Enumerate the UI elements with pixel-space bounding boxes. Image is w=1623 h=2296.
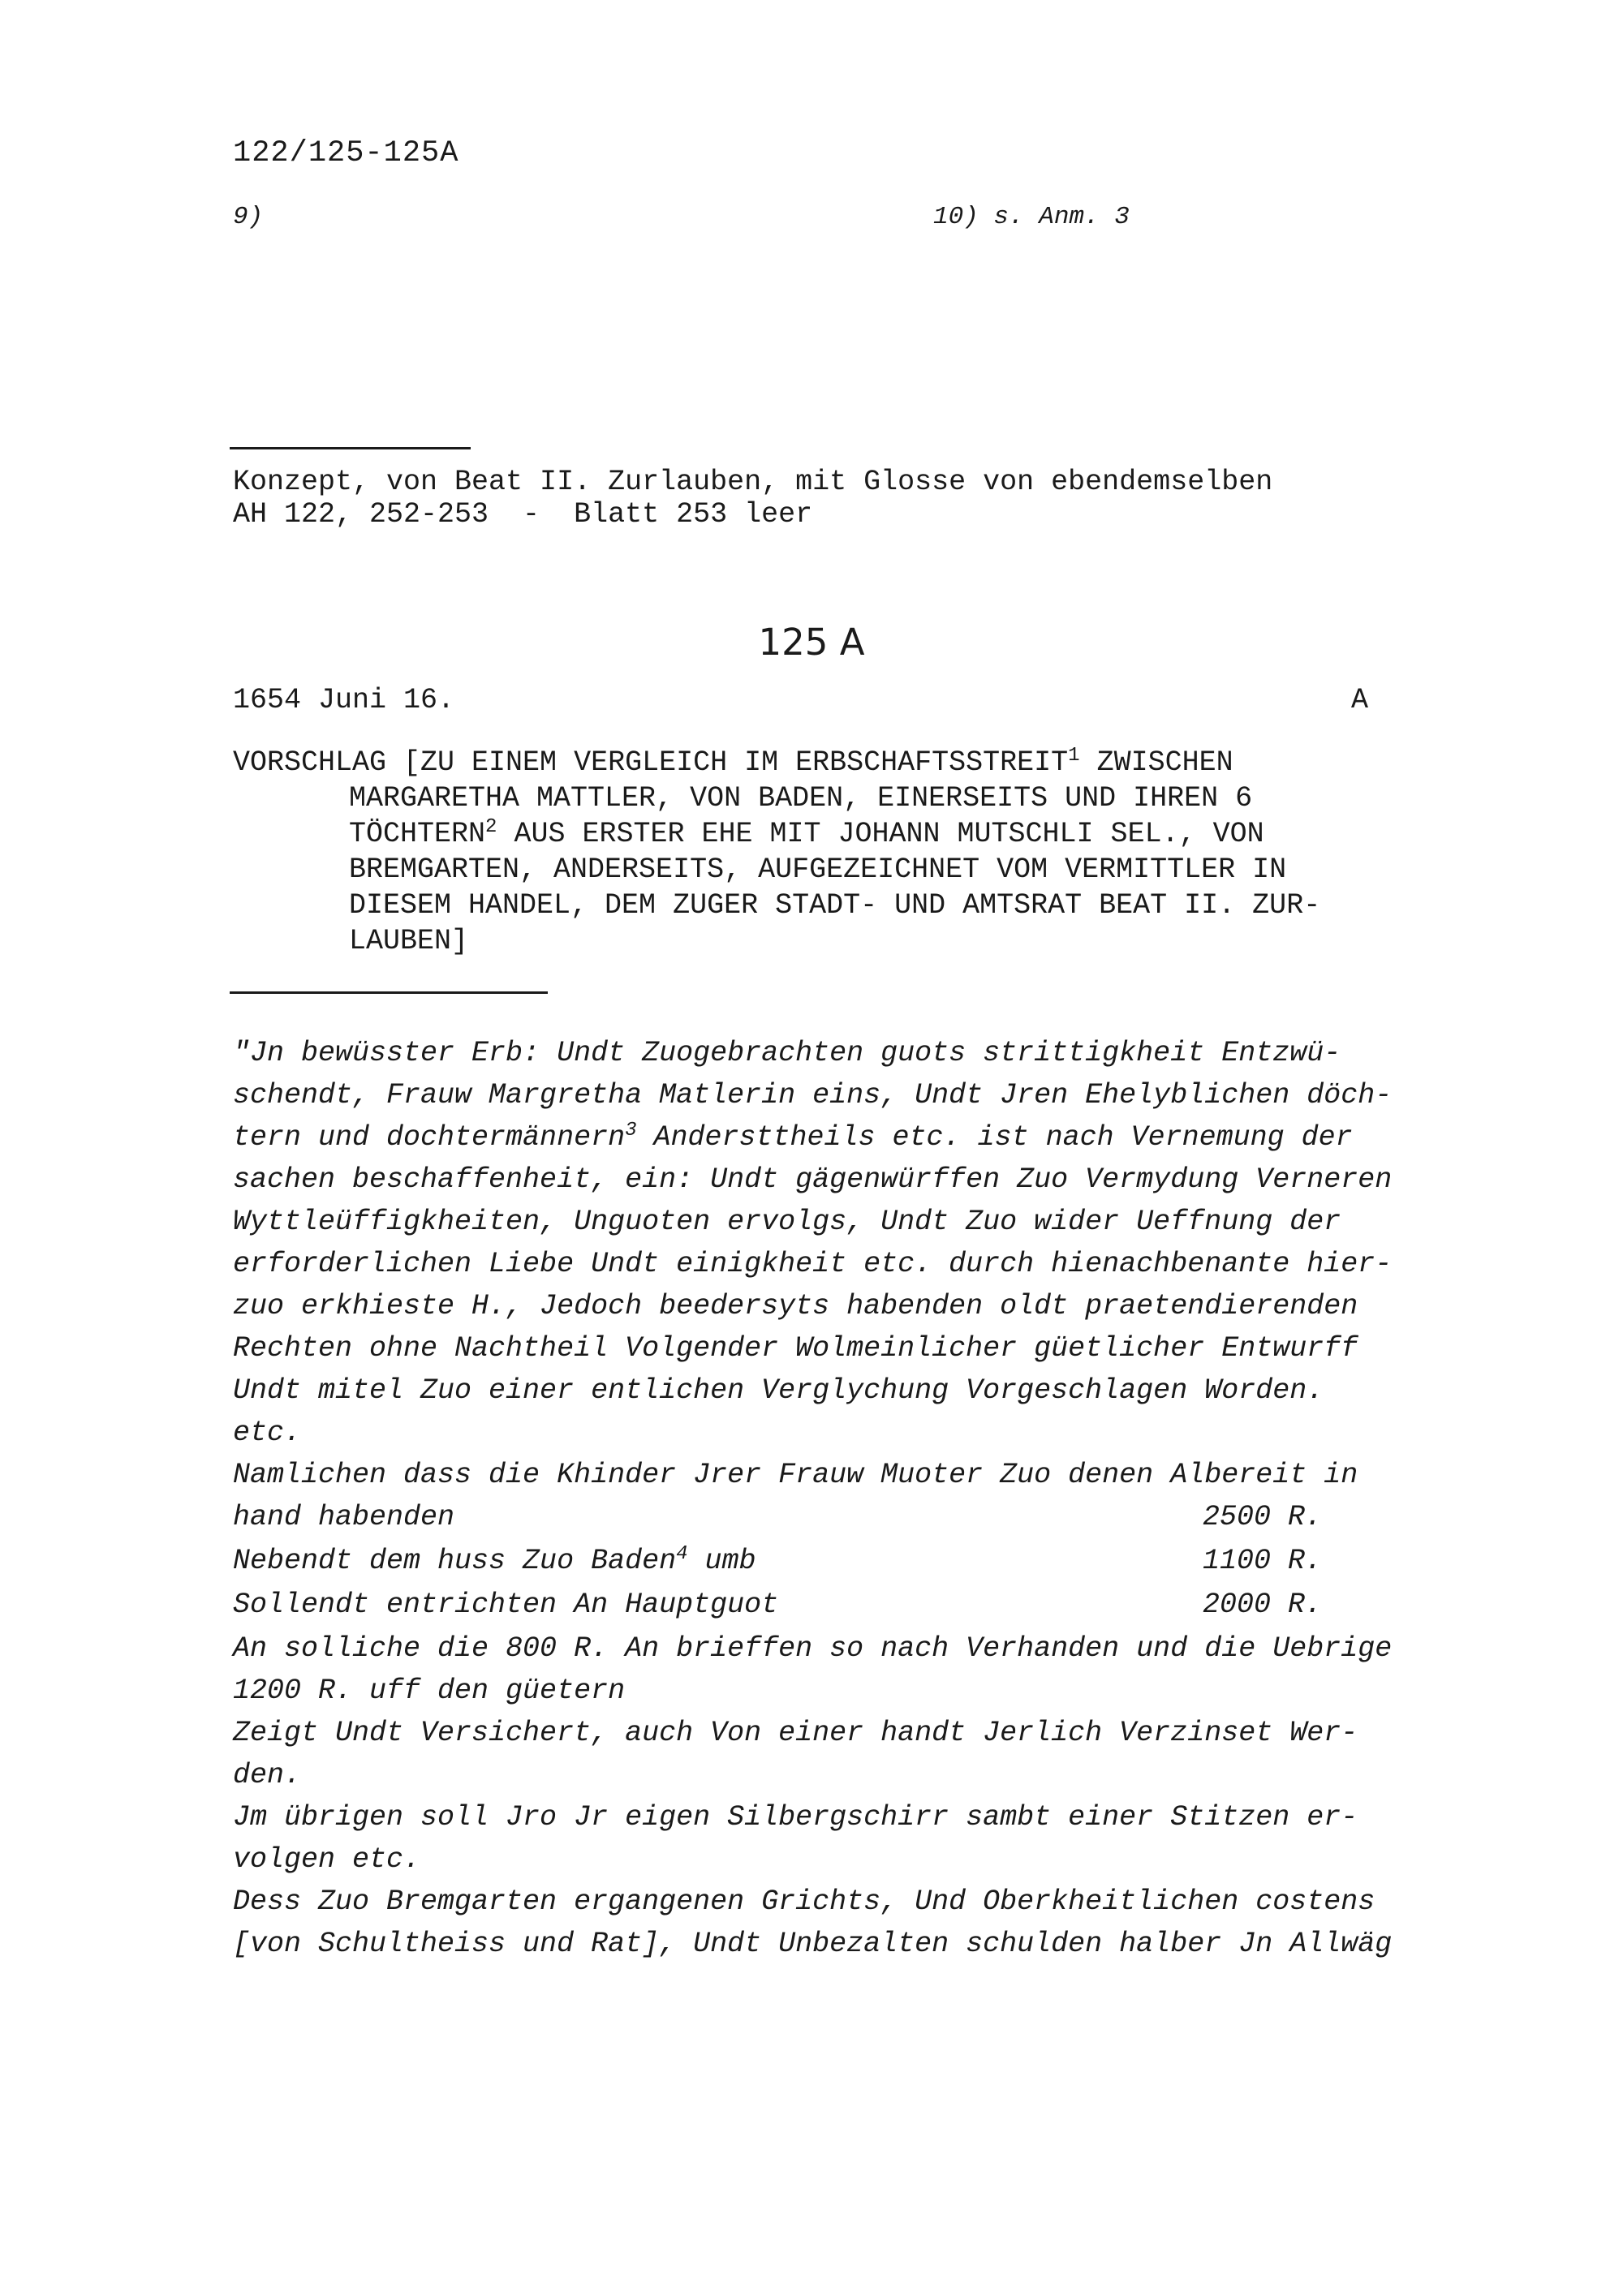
amount-row bbox=[233, 1584, 1499, 1627]
body-line: sachen beschaffenheit, ein: Undt gägenwürffen Zuo Vermydung Verneren bbox=[233, 1163, 1393, 1196]
amount-value: 2500 R. bbox=[1203, 1501, 1323, 1533]
source-note bbox=[233, 466, 1272, 531]
heading-line: BREMGARTEN, ANDERSEITS, AUFGEZEICHNET VOM VERMITTLER IN bbox=[349, 853, 1287, 886]
body-line: 1200 R. uff den güetern bbox=[233, 1675, 626, 1707]
source-line: Konzept, von Beat II. Zurlauben, mit Glosse von ebendemselben bbox=[233, 466, 1273, 498]
amount-row bbox=[233, 1496, 1499, 1540]
body-line: erforderlichen Liebe Undt einigkheit etc. durch hienachbenante hier- bbox=[233, 1248, 1393, 1280]
body-line: Namlichen dass die Khinder Jrer Frauw Muoter Zuo denen Albereit in bbox=[233, 1459, 1358, 1491]
heading-line: DIESEM HANDEL, DEM ZUGER STADT- UND AMTSRAT BEAT II. ZUR- bbox=[349, 889, 1321, 922]
amount-label: Nebendt dem huss Zuo Baden$^4$ umb bbox=[233, 1543, 756, 1577]
amount-label: Sollendt entrichten An Hauptguot bbox=[233, 1589, 779, 1621]
body-line: "Jn bewüsster Erb: Undt Zuogebrachten guots strittigkheit Entzwü- bbox=[233, 1037, 1341, 1069]
body-line: Rechten ohne Nachtheil Volgender Wolmeinlicher güetlicher Entwurff bbox=[233, 1332, 1358, 1365]
footnote-marker: 4 bbox=[676, 1543, 688, 1565]
amount-label: hand habenden bbox=[233, 1501, 455, 1533]
footnote-10: 10) s. Anm. 3 bbox=[933, 203, 1130, 231]
body-line: etc. bbox=[233, 1417, 302, 1449]
heading-line: TÖCHTERN$^2$ AUS ERSTER EHE MIT JOHANN MUTSCHLI SEL., VON bbox=[349, 816, 1264, 850]
footnote-marker: 2 bbox=[485, 816, 497, 838]
document-sigla: A bbox=[1351, 684, 1369, 716]
body-line: Dess Zuo Bremgarten ergangenen Grichts, Und Oberkheitlichen costens bbox=[233, 1885, 1375, 1918]
heading-line: VORSCHLAG [ZU EINEM VERGLEICH IM ERBSCHAFTSSTREIT$^1$ ZWISCHEN bbox=[233, 745, 1233, 779]
page-reference: 122/125-125A bbox=[233, 136, 459, 170]
transcription-body bbox=[233, 1032, 1499, 1965]
footnote-marker: 1 bbox=[1068, 745, 1080, 767]
body-line: tern und dochtermännern$^3$ Andersttheils etc. ist nach Vernemung der bbox=[233, 1120, 1353, 1154]
body-line: Jm übrigen soll Jro Jr eigen Silbergschirr sambt einer Stitzen er- bbox=[233, 1801, 1358, 1834]
body-line: Wyttleüffigkheiten, Unguoten ervolgs, Undt Zuo wider Ueffnung der bbox=[233, 1206, 1341, 1238]
amount-row bbox=[233, 1540, 1499, 1584]
body-line: volgen etc. bbox=[233, 1843, 421, 1876]
body-line: schendt, Frauw Margretha Matlerin eins, Undt Jren Ehelyblichen döch- bbox=[233, 1079, 1393, 1111]
source-line: AH 122, 252-253 - Blatt 253 leer bbox=[233, 498, 813, 531]
body-line: [von Schultheiss und Rat], Undt Unbezalten schulden halber Jn Allwäg bbox=[233, 1928, 1393, 1960]
heading-divider bbox=[230, 991, 548, 994]
body-line: zuo erkhieste H., Jedoch beedersyts habenden oldt praetendierenden bbox=[233, 1290, 1358, 1322]
body-line: An solliche die 800 R. An brieffen so nach Verhanden und die Uebrige bbox=[233, 1632, 1393, 1665]
footnote-9: 9) bbox=[233, 203, 264, 231]
footnote-marker: 3 bbox=[625, 1120, 637, 1142]
body-line: den. bbox=[233, 1759, 302, 1791]
body-line: Zeigt Undt Versichert, auch Von einer handt Jerlich Verzinset Wer- bbox=[233, 1717, 1358, 1749]
heading-line: LAUBEN] bbox=[349, 925, 469, 957]
amount-value: 2000 R. bbox=[1203, 1589, 1323, 1621]
footnote-divider bbox=[230, 447, 471, 449]
document-number: 125 A bbox=[758, 621, 865, 664]
document-date: 1654 Juni 16. bbox=[233, 684, 455, 716]
document-heading bbox=[233, 745, 1483, 959]
amount-value: 1100 R. bbox=[1203, 1545, 1323, 1577]
body-line: Undt mitel Zuo einer entlichen Verglychung Vorgeschlagen Worden. bbox=[233, 1374, 1324, 1407]
heading-line: MARGARETHA MATTLER, VON BADEN, EINERSEITS UND IHREN 6 bbox=[349, 782, 1253, 815]
